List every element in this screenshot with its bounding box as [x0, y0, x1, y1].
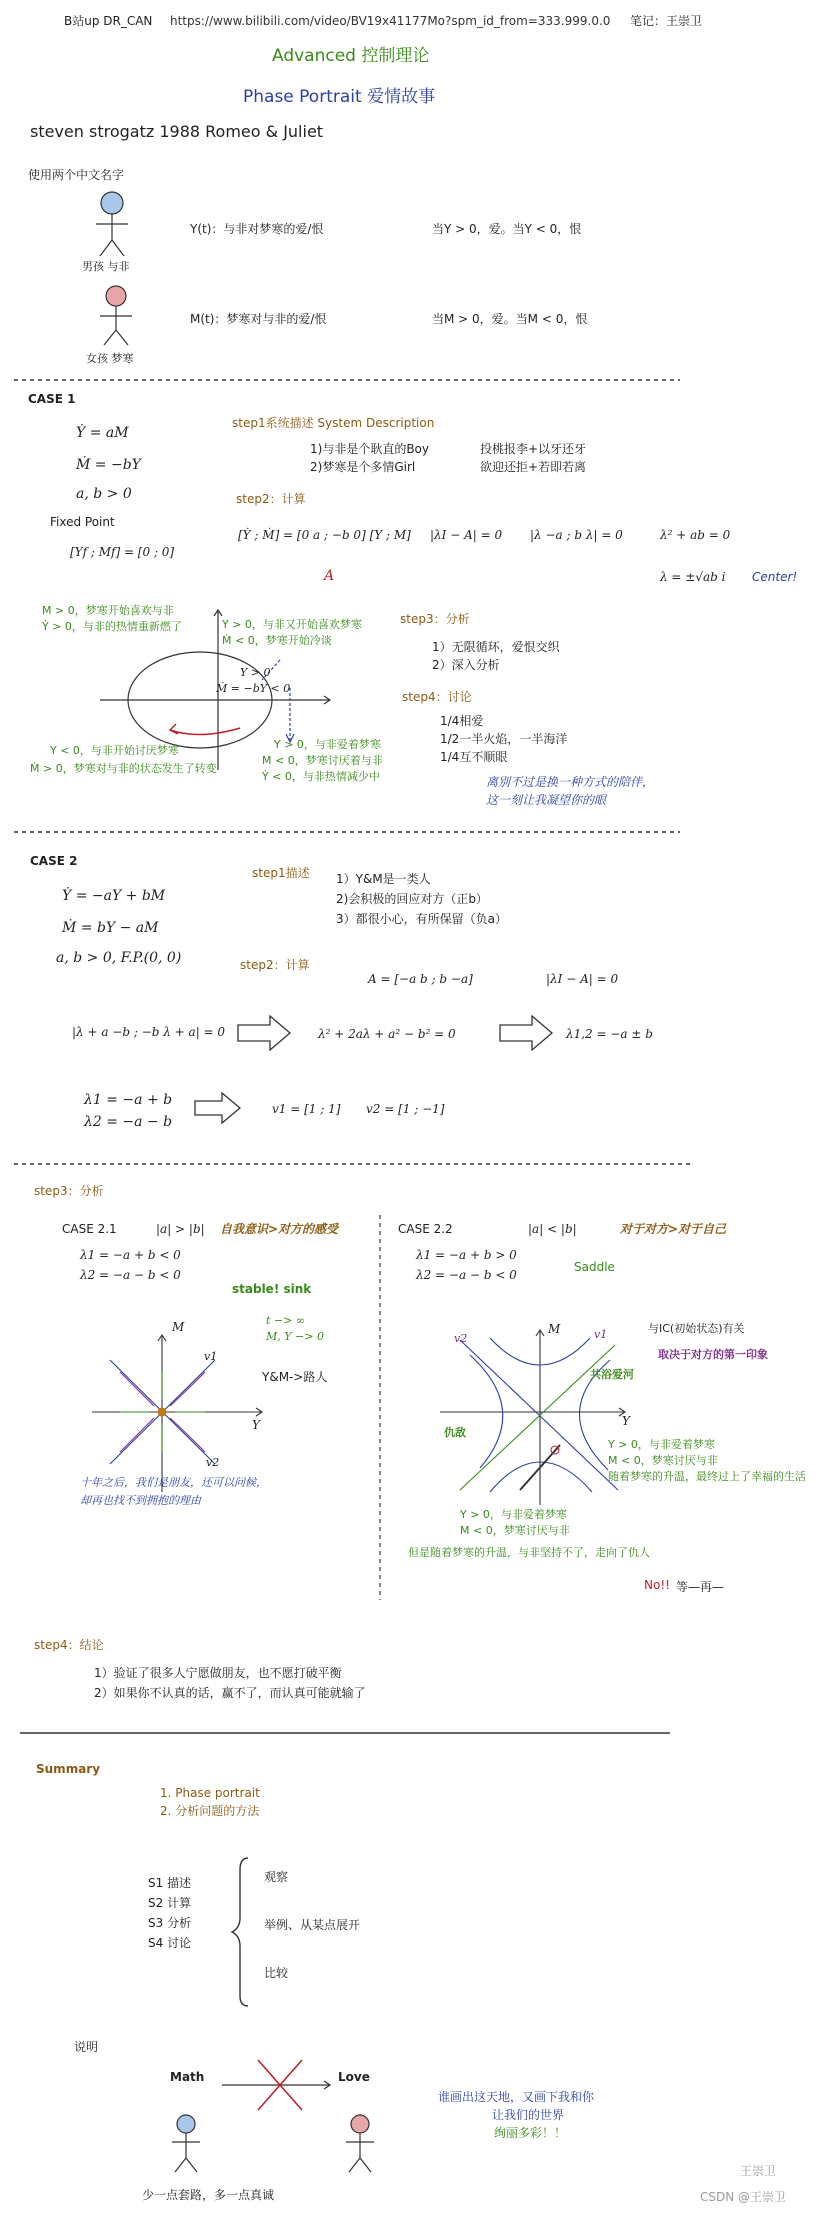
saddle-but: 但是随着梦寒的升温，与非坚持不了，走向了仇人 — [408, 1546, 650, 1559]
case2-s1-c: 3）都很小心，有所保留（负a） — [336, 912, 507, 926]
axis-m-saddle: M — [548, 1322, 561, 1336]
boy-figure-2 — [172, 2115, 200, 2172]
case2-v1: v1 = [1 ; 1] — [272, 1102, 341, 1116]
axis-y-sink: Y — [252, 1418, 260, 1432]
y-definition: Y(t)：与非对梦寒的爱/恨 — [190, 222, 324, 236]
girl-figure-2 — [346, 2115, 374, 2172]
case1-eq2: Ṁ = −bY — [76, 457, 141, 473]
case2-l2: λ2 = −a − b — [84, 1114, 173, 1130]
ann-6: Ṁ = −bY < 0 — [216, 682, 291, 695]
case2-det-mat: |λ + a −b ; −b λ + a| = 0 — [72, 1025, 226, 1039]
case2-s1-a: 1）Y&M是一类人 — [336, 872, 431, 886]
stable-sink: stable! sink — [232, 1282, 312, 1296]
summary-s3: S3 分析 — [148, 1916, 192, 1930]
case2-step2: step2：计算 — [240, 958, 310, 972]
explain-title: 说明 — [74, 2040, 99, 2054]
love-label: Love — [338, 2070, 370, 2084]
ann-10: M < 0，梦寒讨厌着与非 — [262, 754, 383, 767]
case1-s3-a: 1）无限循环，爱恨交织 — [432, 640, 560, 654]
case22-cond: |a| < |b| — [528, 1222, 577, 1236]
saddle-m-neg-2: M < 0，梦寒讨厌与非 — [460, 1524, 570, 1537]
summary-title: Summary — [36, 1762, 101, 1776]
case1-s4-a: 1/4相爱 — [440, 714, 484, 728]
ann-3: Y > 0，与非又开始喜欢梦寒 — [222, 618, 362, 631]
m-definition: M(t)：梦寒对与非的爱/恨 — [190, 312, 327, 326]
case1-s3-b: 2）深入分析 — [432, 658, 500, 672]
case21-title: CASE 2.1 — [62, 1222, 117, 1236]
saddle-label: Saddle — [574, 1260, 615, 1274]
t-infinity: t −> ∞ — [266, 1314, 306, 1327]
ann-4: Ṁ < 0，梦寒开始冷谈 — [222, 634, 332, 647]
watermark-2: CSDN @王崇卫 — [700, 2190, 787, 2204]
ann-8: Ṁ > 0，梦寒对与非的状态发生了转变 — [30, 762, 217, 775]
case1-det: |λI − A| = 0 — [430, 528, 503, 542]
first-impression: 取决于对方的第一印象 — [658, 1348, 768, 1361]
ann-7: Y < 0，与非开始讨厌梦寒 — [50, 744, 179, 757]
intro-label: 使用两个中文名字 — [28, 168, 125, 182]
t-infinity-2: M, Y −> 0 — [266, 1330, 324, 1343]
ann-9: Y > 0，与非爱着梦寒 — [274, 738, 381, 751]
ym-road: Y&M->路人 — [262, 1370, 328, 1384]
case1-step1: step1系统描述 System Description — [232, 416, 435, 430]
case1-matrix: [Ẏ ; Ṁ] = [0 a ; −b 0] [Y ; M] — [238, 528, 411, 542]
fixed-point-label: Fixed Point — [50, 515, 115, 529]
case22-l2: λ2 = −a − b < 0 — [416, 1268, 517, 1282]
case22-l1: λ1 = −a + b > 0 — [416, 1248, 517, 1262]
case21-l1: λ1 = −a + b < 0 — [80, 1248, 181, 1262]
poem-2: 让我们的世界 — [492, 2108, 565, 2122]
summary-brace — [232, 1858, 248, 2006]
header-source: B站up DR_CAN — [64, 14, 153, 28]
case2-step1: step1描述 — [252, 866, 310, 880]
case1-s1-b: 投桃报李+以牙还牙 — [480, 442, 587, 456]
case2-det: |λI − A| = 0 — [546, 972, 619, 986]
title-main: Advanced 控制理论 — [272, 46, 430, 66]
summary-s2: S2 计算 — [148, 1896, 192, 1910]
no-label: No!! — [644, 1578, 670, 1592]
case21-quote2: 却再也找不到拥抱的理由 — [80, 1494, 201, 1507]
case2-v2: v2 = [1 ; −1] — [366, 1102, 445, 1116]
reference: steven strogatz 1988 Romeo & Juliet — [30, 122, 324, 141]
summary-p2: 2. 分析问题的方法 — [160, 1804, 260, 1818]
case2-s1-b: 2)会积极的回应对方（正b） — [336, 892, 488, 906]
saddle-y-pos-2: Y > 0，与非爱着梦寒 — [460, 1508, 567, 1521]
case1-matrix-label: A — [324, 568, 335, 584]
poem-3: 绚丽多彩！！ — [494, 2126, 567, 2140]
fixed-point-vector: [Yf ; Mf] = [0 ; 0] — [70, 545, 175, 559]
motto: 少一点套路，多一点真诚 — [142, 2188, 275, 2202]
case1-s4-b: 1/2一半火焰，一半海洋 — [440, 732, 568, 746]
case1-roots: λ = ±√ab i — [660, 570, 726, 584]
case1-eq3: a, b > 0 — [76, 486, 132, 502]
case2-eq2: Ṁ = bY − aM — [62, 920, 159, 936]
header-url[interactable]: https://www.bilibili.com/video/BV19x41177Mo?spm_id_from=333.999.0.0 — [170, 14, 611, 28]
case1-step4: step4：讨论 — [402, 690, 472, 704]
v2-saddle: v2 — [454, 1332, 468, 1345]
case1-step2: step2：计算 — [236, 492, 306, 506]
ic-note: 与IC(初始状态)有关 — [648, 1322, 745, 1335]
axis-y-saddle: Y — [622, 1414, 630, 1428]
case2-l1: λ1 = −a + b — [84, 1092, 173, 1108]
v1-saddle: v1 — [594, 1328, 608, 1341]
girl-label: 女孩 梦寒 — [86, 352, 134, 365]
sink-plot — [92, 1335, 262, 1492]
case21-cond: |a| > |b| — [156, 1222, 205, 1236]
header-author: 笔记：王崇卫 — [630, 14, 703, 28]
case2-A: A = [−a b ; b −a] — [368, 972, 473, 986]
case2-eq1: Ẏ = −aY + bM — [62, 888, 166, 904]
ann-11: Ẏ < 0，与非热情减少中 — [262, 770, 380, 783]
v1-sink: v1 — [204, 1350, 218, 1363]
case1-center: Center! — [752, 570, 798, 584]
summary-b2: 举例、从某点展开 — [264, 1918, 361, 1932]
boy-label: 男孩 与非 — [82, 260, 130, 273]
again-label: 等—再— — [676, 1580, 725, 1594]
case2-roots: λ1,2 = −a ± b — [566, 1027, 653, 1041]
title-sub: Phase Portrait 爱情故事 — [243, 87, 436, 107]
ann-1: M > 0，梦寒开始喜欢与非 — [42, 604, 174, 617]
math-label: Math — [170, 2070, 205, 2084]
watermark-1: 王崇卫 — [740, 2164, 777, 2178]
step4-c1: 1）验证了很多人宁愿做朋友，也不愿打破平衡 — [94, 1666, 342, 1680]
step4-title: step4：结论 — [34, 1638, 104, 1652]
v2-sink: v2 — [206, 1456, 220, 1469]
quote-1: 离别不过是换一种方式的陪伴， — [486, 775, 655, 789]
saddle-y-pos: Y > 0，与非爱着梦寒 — [608, 1438, 715, 1451]
case1-title: CASE 1 — [28, 392, 76, 406]
y-condition: 当Y > 0，爱。当Y < 0，恨 — [432, 222, 582, 236]
summary-b3: 比较 — [264, 1966, 289, 1980]
girl-figure — [100, 286, 132, 345]
math-love-sketch — [222, 2060, 330, 2110]
case22-title: CASE 2.2 — [398, 1222, 453, 1236]
ann-2: Ẏ > 0，与非的热情重新燃了 — [42, 620, 182, 633]
case2-char: λ² + 2aλ + a² − b² = 0 — [318, 1027, 456, 1041]
poem-1: 谁画出这天地，又画下我和你 — [438, 2090, 595, 2104]
m-condition: 当M > 0，爱。当M < 0，恨 — [432, 312, 588, 326]
case1-char: λ² + ab = 0 — [660, 528, 731, 542]
case1-eq1: Ẏ = aM — [76, 425, 129, 441]
summary-b1: 观察 — [264, 1870, 289, 1884]
saddle-m-neg: M < 0，梦寒讨厌与非 — [608, 1454, 718, 1467]
case1-s1-c: 2)梦寒是个多情Girl — [310, 460, 416, 474]
case2-title: CASE 2 — [30, 854, 78, 868]
enemy-label: 仇敌 — [444, 1426, 466, 1439]
quote-2: 这一刻让我凝望你的眼 — [486, 793, 607, 807]
case2-eq3: a, b > 0, F.P.(0, 0) — [56, 950, 182, 966]
case22-note: 对于对方>对于自己 — [620, 1222, 727, 1236]
case21-note: 自我意识>对方的感受 — [220, 1222, 339, 1236]
case1-s4-c: 1/4互不顺眼 — [440, 750, 508, 764]
summary-s1: S1 描述 — [148, 1876, 192, 1890]
case1-det2: |λ −a ; b λ| = 0 — [530, 528, 623, 542]
case21-quote1: 十年之后，我们是朋友，还可以问候， — [80, 1476, 267, 1489]
case1-step3: step3：分析 — [400, 612, 470, 626]
case1-s1-a: 1)与非是个耿直的Boy — [310, 442, 429, 456]
boy-figure — [96, 192, 128, 256]
case1-s1-d: 欲迎还拒+若即若离 — [480, 460, 587, 474]
case21-l2: λ2 = −a − b < 0 — [80, 1268, 181, 1282]
axis-m-sink: M — [172, 1320, 185, 1334]
love-river: 共浴爱河 — [590, 1368, 634, 1381]
summary-s4: S4 讨论 — [148, 1936, 192, 1950]
saddle-plot — [440, 1330, 625, 1505]
summary-p1: 1. Phase portrait — [160, 1786, 260, 1800]
saddle-rising: 随着梦寒的升温，最终过上了幸福的生活 — [608, 1470, 806, 1483]
step3-title: step3：分析 — [34, 1184, 104, 1198]
step4-c2: 2）如果你不认真的话，赢不了，而认真可能就输了 — [94, 1686, 366, 1700]
ann-5: Y > 0 — [240, 666, 271, 679]
